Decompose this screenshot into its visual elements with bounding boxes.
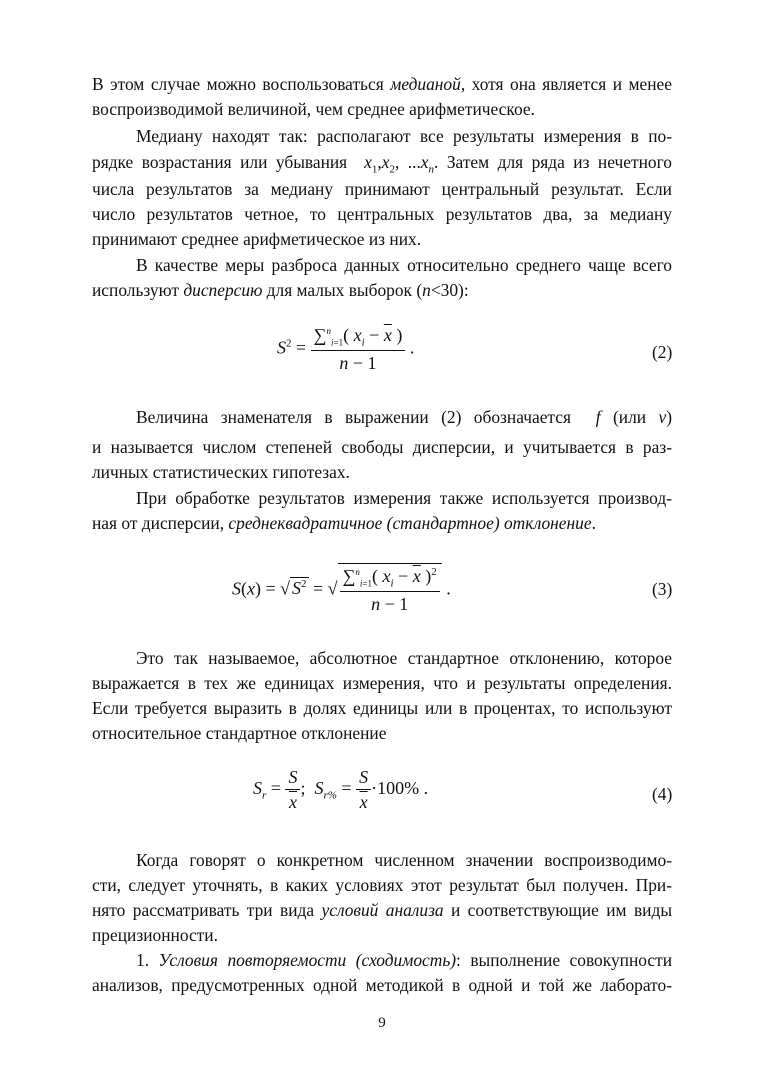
text-line: Это так называемое, абсолютное стандартное отклонению, которое [136,648,672,668]
text-line: относительное стандартное отклонение [92,723,387,743]
equation-number: (2) [652,342,673,362]
text-line: сти, следует уточнять, в каких условиях этот результат был получен. При- [92,875,672,895]
text-line: Медиану находят так: располагают все результаты измерения в по- [136,126,672,146]
text-line: числа результатов за медиану принимают центральный результат. Если [92,179,672,199]
equation-number: (4) [652,784,673,804]
text-line: Если требуется выразить в долях единицы или в процентах, то используют [92,698,672,718]
fraction: $\frac{\sum^n_{i=1}( x_i - \overline{x} )}{n - 1}$ [311,325,406,374]
text-line: В качестве меры разброса данных относительно среднего чаще всего [136,255,672,275]
italic-term: среднеквадратичное (стандартное) отклонение [228,513,592,533]
page-number: 9 [378,1015,386,1031]
percent-value: 100% [377,778,420,799]
italic-term: дисперсию [183,280,263,300]
text-line: используют дисперсию для малых выборок (n<30): [92,280,469,300]
text-line: анализов, предусмотренных одной методикой в одной и той же лаборато- [92,975,672,995]
text-line: При обработке результатов измерения также используется производ- [136,488,672,508]
text-line: 1. Условия повторяемости (сходимость): выполнение совокупности [136,950,673,970]
fraction: $\frac{S}{x}$ [356,767,371,813]
text-line: прецизионности. [92,925,218,945]
equation-3: S(x) = √ $S^2$ = √ $\frac{\sum^n_{i=1}( x_i - \overline{x} )^2}{n - 1}$ . [232,563,451,615]
fraction: $\frac{\sum^n_{i=1}( x_i - \overline{x} )^2}{n - 1}$ [340,566,440,615]
equation-2: $S^2$ = $\frac{\sum^n_{i=1}( x_i - \overline{x} )}{n - 1}$ . [277,325,415,373]
equation-number: (3) [652,579,673,599]
text-line: принимают среднее арифметическое из них. [92,229,422,249]
text-line: воспроизводимой величиной, чем среднее арифметическое. [92,99,535,119]
text-line: нято рассматривать три вида условий анализа и соответствующие им виды [92,900,673,920]
equation-4: $S_r$ = $\frac{S}{x}$ ; $S_{r\%}$ = $\frac{S}{x}$ ·100% . [253,767,429,812]
italic-term: условий анализа [321,900,444,920]
text-line: Величина знаменателя в выражении (2) обозначается f (или ν) [136,407,672,427]
italic-term: Условия повторяемости (сходимость) [158,950,457,970]
text-line: рядке возрастания или убывания $x_1,x_2$, $...x_n$. Затем для ряда из нечетного [92,152,672,176]
text-line: и называется числом степеней свободы дисперсии, и учитывается в раз- [92,437,672,457]
text-line: число результатов четное, то центральных результатов два, за медиану [92,204,672,224]
italic-term: медианой [390,74,461,94]
text-line: выражается в тех же единицах измерения, что и результаты определения. [92,673,672,693]
text-line: ная от дисперсии, среднеквадратичное (стандартное) отклонение. [92,513,596,533]
text-line: Когда говорят о конкретном численном значении воспроизводимо- [136,850,672,870]
text-line: В этом случае можно воспользоваться медианой, хотя она является и менее [92,74,672,94]
text-line: личных статистических гипотезах. [92,462,350,482]
fraction: $\frac{S}{x}$ [285,767,300,813]
